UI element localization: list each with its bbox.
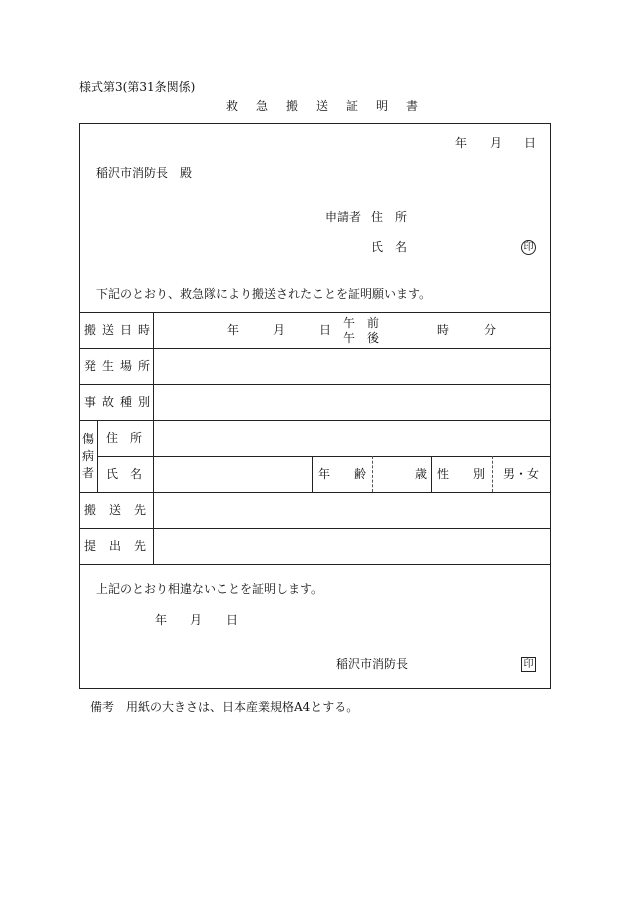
table-dashed-divider [492, 456, 493, 492]
transport-year[interactable]: 年 [227, 323, 240, 337]
patient-sex-label: 性 別 [437, 467, 486, 481]
table-line [79, 312, 551, 313]
table-line [79, 564, 551, 565]
accident-type-label: 事故種別 [84, 395, 157, 409]
submit-to-field[interactable] [156, 530, 548, 562]
submit-to-label: 提出先 [84, 539, 160, 553]
table-column-divider [431, 456, 432, 492]
patient-age-label: 年 齢 [318, 467, 367, 481]
patient-address-label: 住 所 [106, 431, 143, 445]
issuer-seal-icon: 印 [521, 657, 536, 672]
transport-minute[interactable]: 分 [484, 323, 497, 337]
patient-name-label: 氏 名 [106, 467, 143, 481]
transport-hour[interactable]: 時 [437, 323, 450, 337]
applicant-address-label: 住 所 [371, 210, 408, 224]
patient-age-unit: 歳 [415, 467, 428, 481]
patient-name-field[interactable] [156, 458, 310, 490]
certification-statement: 上記のとおり相違ないことを証明します。 [96, 582, 324, 596]
footer-note: 備考 用紙の大きさは、日本産業規格A4とする。 [90, 700, 359, 714]
certification-date-day: 日 [226, 613, 239, 627]
addressee: 稲沢市消防長 殿 [96, 166, 193, 180]
patient-sex-options[interactable]: 男・女 [503, 467, 540, 481]
accident-type-field[interactable] [156, 386, 548, 418]
transport-day[interactable]: 日 [319, 323, 332, 337]
patient-group-label: 傷病者 [82, 432, 95, 480]
request-statement: 下記のとおり、救急隊により搬送されたことを証明願います。 [96, 287, 432, 301]
request-date-year: 年 [455, 136, 468, 150]
table-line [79, 384, 551, 385]
table-line [79, 492, 551, 493]
place-field[interactable] [156, 350, 548, 382]
table-column-divider [153, 312, 154, 564]
table-dashed-divider [372, 456, 373, 492]
applicant-seal-icon: 印 [521, 240, 536, 255]
table-line [79, 420, 551, 421]
transport-month[interactable]: 月 [273, 323, 286, 337]
page-title: 救急搬送証明書 [226, 99, 437, 113]
transport-pm-option[interactable]: 午 後 [343, 331, 380, 345]
form-number: 様式第3(第31条関係) [79, 80, 196, 94]
certification-issuer: 稲沢市消防長 [336, 657, 409, 671]
table-column-divider [97, 420, 98, 492]
applicant-name-label: 氏 名 [371, 240, 408, 254]
applicant-label: 申請者 [325, 210, 362, 224]
transport-datetime-label: 搬送日時 [84, 323, 157, 337]
table-column-divider [312, 456, 313, 492]
place-label: 発生場所 [84, 359, 157, 373]
table-line [97, 456, 551, 457]
certification-date-month: 月 [190, 613, 203, 627]
destination-label: 搬送先 [84, 503, 160, 517]
transport-am-option[interactable]: 午 前 [343, 316, 380, 330]
destination-field[interactable] [156, 494, 548, 526]
table-line [79, 528, 551, 529]
table-line [79, 348, 551, 349]
request-date-month: 月 [490, 136, 503, 150]
request-date-day: 日 [524, 136, 537, 150]
patient-address-field[interactable] [156, 422, 548, 454]
certification-date-year: 年 [155, 613, 168, 627]
